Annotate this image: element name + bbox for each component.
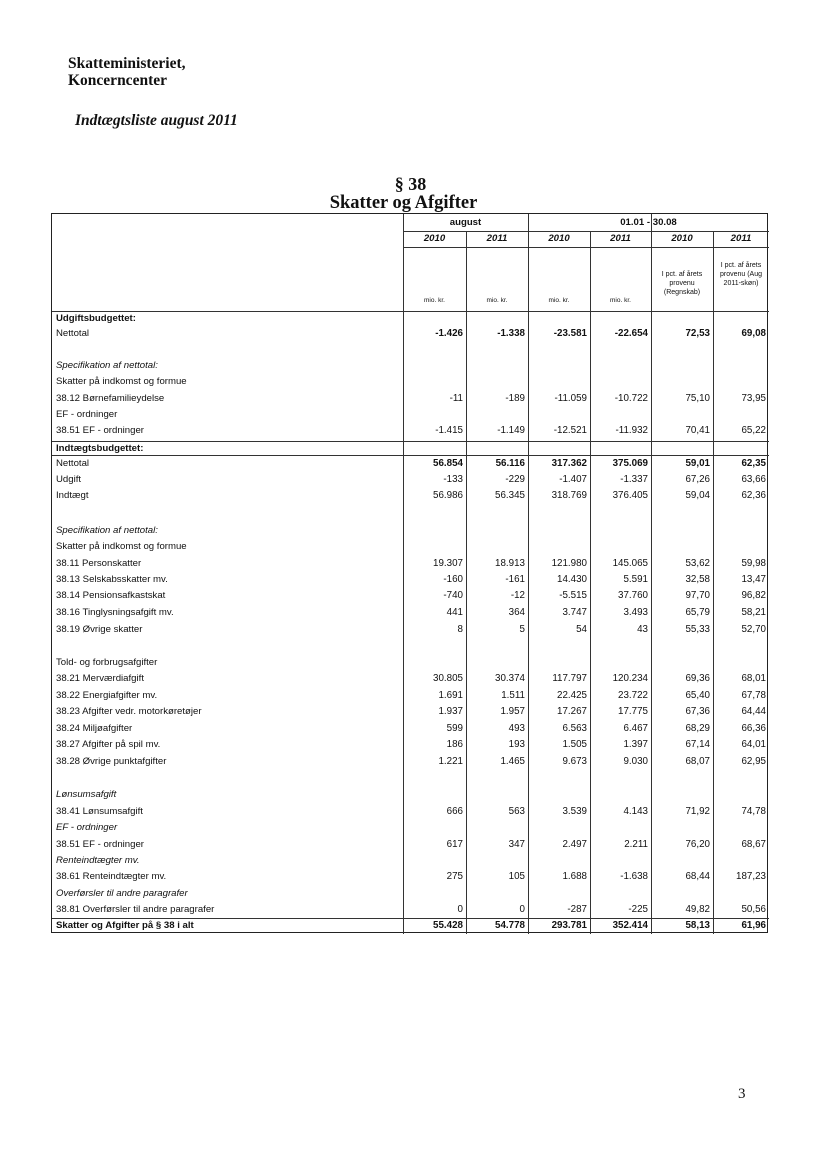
section-number-text: § 38	[394, 174, 427, 194]
row-label: 38.24 Miljøafgifter	[56, 723, 133, 734]
cell-value: 1.691	[438, 690, 463, 701]
page-number: 3	[738, 1086, 746, 1102]
row-label: Specifikation af nettotal:	[56, 360, 158, 371]
cell-value: 56.345	[495, 490, 525, 501]
cell-value: 64,01	[741, 739, 766, 750]
row-label: Skatter og Afgifter på § 38 i alt	[56, 920, 194, 931]
cell-value: 64,44	[741, 706, 766, 717]
row-label: Indtægtsbudgettet:	[56, 443, 144, 454]
year-header: 2011	[730, 233, 752, 244]
cell-value: 275	[446, 871, 463, 882]
cell-value: 375.069	[612, 458, 648, 469]
cell-value: 61,96	[741, 920, 766, 931]
section-title: Skatter og Afgifter	[329, 193, 478, 213]
cell-value: 9.673	[562, 756, 587, 767]
cell-value: 68,67	[741, 839, 766, 850]
cell-value: 9.030	[623, 756, 648, 767]
cell-value: 53,62	[685, 558, 710, 569]
row-divider thick	[52, 918, 769, 919]
row-label: Indtægt	[56, 490, 89, 501]
document-title: Indtægtsliste august 2011	[75, 112, 238, 129]
cell-value: 37.760	[618, 590, 648, 601]
year-header: 2011	[486, 233, 508, 244]
cell-value: 13,47	[741, 574, 766, 585]
cell-value: 1.957	[500, 706, 525, 717]
year-header: 2010	[423, 233, 446, 244]
cell-value: 30.374	[495, 673, 525, 684]
cell-value: -1.426	[435, 328, 463, 339]
pct-note-2011: I pct. af årets provenu (Aug 2011-skøn)	[719, 262, 763, 287]
cell-value: 55,33	[685, 624, 710, 635]
cell-value: -12.521	[553, 425, 587, 436]
cell-value: 121.980	[551, 558, 587, 569]
section-number	[0, 174, 827, 195]
cell-value: -1.149	[497, 425, 525, 436]
cell-value: 105	[508, 871, 525, 882]
row-label: Skatter på indkomst og formue	[56, 376, 187, 387]
year-header: 2011	[610, 233, 631, 244]
cell-value: 8	[457, 624, 463, 635]
cell-value: 19.307	[433, 558, 463, 569]
cell-value: 73,95	[741, 393, 766, 404]
cell-value: 56.986	[433, 490, 463, 501]
cell-value: 72,53	[685, 328, 710, 339]
row-label: 38.14 Pensionsafkastskat	[56, 590, 166, 601]
row-label: 38.61 Renteindtægter mv.	[56, 871, 167, 882]
cell-value: -1.337	[620, 474, 648, 485]
cell-value: -1.407	[559, 474, 587, 485]
cell-value: 30.805	[433, 673, 463, 684]
cell-value: -133	[443, 474, 463, 485]
cell-value: 5	[519, 624, 525, 635]
cell-value: -23.581	[553, 328, 587, 339]
row-divider	[52, 441, 769, 442]
cell-value: 62,95	[741, 756, 766, 767]
cell-value: 59,01	[685, 458, 710, 469]
row-label: Lønsumsafgift	[56, 789, 117, 800]
cell-value: 68,29	[685, 723, 710, 734]
cell-value: 55.428	[433, 920, 463, 931]
cell-value: 187,23	[736, 871, 766, 882]
cell-value: -1.415	[435, 425, 463, 436]
cell-value: 23.722	[618, 690, 648, 701]
row-label: 38.28 Øvrige punktafgifter	[56, 756, 167, 767]
cell-value: 3.493	[623, 607, 648, 618]
cell-value: 54.778	[495, 920, 525, 931]
row-label: 38.23 Afgifter vedr. motorkøretøjer	[56, 706, 202, 717]
cell-value: 32,58	[685, 574, 710, 585]
cell-value: 74,78	[741, 806, 766, 817]
cell-value: -229	[505, 474, 525, 485]
cell-value: 63,66	[741, 474, 766, 485]
cell-value: 65,40	[685, 690, 710, 701]
cell-value: 58,21	[741, 607, 766, 618]
cell-value: 62,35	[741, 458, 766, 469]
row-divider	[52, 455, 769, 456]
cell-value: 14.430	[557, 574, 587, 585]
cell-value: 2.211	[624, 839, 648, 850]
cell-value: 76,20	[685, 839, 710, 850]
cell-value: 69,08	[741, 328, 766, 339]
cell-value: 62,36	[741, 490, 766, 501]
row-label: Udgift	[56, 474, 82, 485]
unit-label: mio. kr.	[424, 297, 445, 304]
group-header-august: august	[449, 217, 482, 228]
cell-value: 347	[508, 839, 525, 850]
cell-value: 1.688	[562, 871, 587, 882]
cell-value: 1.221	[438, 756, 463, 767]
cell-value: 56.854	[433, 458, 463, 469]
cell-value: 493	[508, 723, 525, 734]
cell-value: 18.913	[495, 558, 525, 569]
row-divider	[403, 231, 769, 232]
cell-value: 318.769	[551, 490, 587, 501]
cell-value: 43	[637, 624, 648, 635]
cell-value: 65,79	[685, 607, 710, 618]
cell-value: 0	[457, 904, 463, 915]
cell-value: 193	[508, 739, 525, 750]
year-header: 2010	[671, 233, 693, 244]
cell-value: 66,36	[741, 723, 766, 734]
cell-value: -12	[510, 590, 525, 601]
row-label: Skatter på indkomst og formue	[56, 541, 187, 552]
cell-value: 317.362	[551, 458, 587, 469]
cell-value: 2.497	[562, 839, 587, 850]
row-label: 38.12 Børnefamilieydelse	[56, 393, 165, 404]
cell-value: 599	[446, 723, 463, 734]
cell-value: 96,82	[741, 590, 766, 601]
cell-value: 22.425	[557, 690, 587, 701]
cell-value: -161	[505, 574, 525, 585]
row-label: 38.41 Lønsumsafgift	[56, 806, 143, 817]
cell-value: 59,04	[685, 490, 710, 501]
cell-value: 1.465	[500, 756, 525, 767]
cell-value: 186	[446, 739, 463, 750]
cell-value: -287	[567, 904, 587, 915]
unit-label: mio. kr.	[486, 297, 508, 304]
row-label: EF - ordninger	[56, 409, 118, 420]
unit-label: mio. kr.	[548, 297, 570, 304]
cell-value: 70,41	[685, 425, 710, 436]
cell-value: -1.638	[620, 871, 648, 882]
cell-value: 563	[508, 806, 525, 817]
cell-value: 4.143	[623, 806, 648, 817]
row-label: 38.81 Overførsler til andre paragrafer	[56, 904, 215, 915]
row-label: Renteindtægter mv.	[56, 855, 140, 866]
row-label: 38.27 Afgifter på spil mv.	[56, 739, 161, 750]
cell-value: 71,92	[685, 806, 710, 817]
unit-label: mio. kr.	[610, 297, 631, 304]
cell-value: 6.467	[623, 723, 648, 734]
row-label: 38.21 Merværdiafgift	[56, 673, 144, 684]
row-label: 38.13 Selskabsskatter mv.	[56, 574, 168, 585]
cell-value: 376.405	[612, 490, 648, 501]
pct-note-2010: I pct. af årets provenu (Regnskab)	[661, 271, 703, 296]
cell-value: 69,36	[685, 673, 710, 684]
cell-value: 1.505	[562, 739, 587, 750]
cell-value: -11.059	[554, 393, 587, 404]
cell-value: 75,10	[685, 393, 710, 404]
row-divider	[403, 247, 769, 248]
cell-value: -225	[628, 904, 648, 915]
cell-value: -160	[443, 574, 463, 585]
group-header-period: 01.01 - 30.08	[620, 217, 677, 228]
row-label: 38.16 Tinglysningsafgift mv.	[56, 607, 174, 618]
cell-value: -1.338	[497, 328, 525, 339]
cell-value: 97,70	[685, 590, 710, 601]
cell-value: 3.539	[562, 806, 587, 817]
cell-value: 59,98	[741, 558, 766, 569]
cell-value: 17.775	[618, 706, 648, 717]
cell-value: -11.932	[615, 425, 648, 436]
cell-value: 68,44	[685, 871, 710, 882]
row-label: EF - ordninger	[56, 822, 118, 833]
cell-value: 1.937	[438, 706, 463, 717]
cell-value: 145.065	[612, 558, 648, 569]
cell-value: 1.511	[501, 690, 525, 701]
row-label: Told- og forbrugsafgifter	[56, 657, 158, 668]
cell-value: 17.267	[557, 706, 587, 717]
row-label: 38.22 Energiafgifter mv.	[56, 690, 158, 701]
cell-value: 67,36	[685, 706, 710, 717]
cell-value: 49,82	[685, 904, 710, 915]
cell-value: 617	[446, 839, 463, 850]
cell-value: 56.116	[495, 458, 525, 469]
cell-value: 5.591	[623, 574, 648, 585]
revenue-table	[51, 213, 768, 933]
cell-value: 50,56	[741, 904, 766, 915]
cell-value: 0	[519, 904, 525, 915]
row-divider	[52, 311, 769, 312]
cell-value: 67,26	[685, 474, 710, 485]
row-label: Overførsler til andre paragrafer	[56, 888, 188, 899]
cell-value: 117.797	[552, 673, 587, 684]
year-header: 2010	[548, 233, 570, 244]
cell-value: -10.722	[614, 393, 648, 404]
row-label: 38.19 Øvrige skatter	[56, 624, 143, 635]
cell-value: 1.397	[623, 739, 648, 750]
cell-value: -22.654	[614, 328, 648, 339]
row-label: Udgiftsbudgettet:	[56, 313, 136, 324]
cell-value: 68,07	[685, 756, 710, 767]
cell-value: 6.563	[562, 723, 587, 734]
cell-value: -11	[449, 393, 463, 404]
row-label: 38.11 Personskatter	[56, 558, 142, 569]
cell-value: -740	[443, 590, 463, 601]
org-name-line1: Skatteministeriet,	[68, 55, 186, 72]
cell-value: 120.234	[612, 673, 648, 684]
cell-value: 54	[576, 624, 587, 635]
cell-value: -189	[505, 393, 525, 404]
row-label: Nettotal	[56, 458, 90, 469]
row-label: Specifikation af nettotal:	[56, 525, 158, 536]
cell-value: 52,70	[741, 624, 766, 635]
cell-value: 441	[446, 607, 463, 618]
row-label: 38.51 EF - ordninger	[56, 425, 144, 436]
cell-value: 364	[508, 607, 525, 618]
cell-value: 65,22	[741, 425, 766, 436]
cell-value: 293.781	[551, 920, 587, 931]
cell-value: 67,78	[741, 690, 766, 701]
cell-value: 68,01	[741, 673, 766, 684]
row-label: 38.51 EF - ordninger	[56, 839, 144, 850]
cell-value: -5.515	[559, 590, 587, 601]
cell-value: 58,13	[685, 920, 710, 931]
cell-value: 3.747	[562, 607, 587, 618]
org-name-line2: Koncerncenter	[68, 72, 167, 89]
cell-value: 67,14	[685, 739, 710, 750]
cell-value: 666	[446, 806, 463, 817]
row-label: Nettotal	[56, 328, 90, 339]
cell-value: 352.414	[612, 920, 648, 931]
